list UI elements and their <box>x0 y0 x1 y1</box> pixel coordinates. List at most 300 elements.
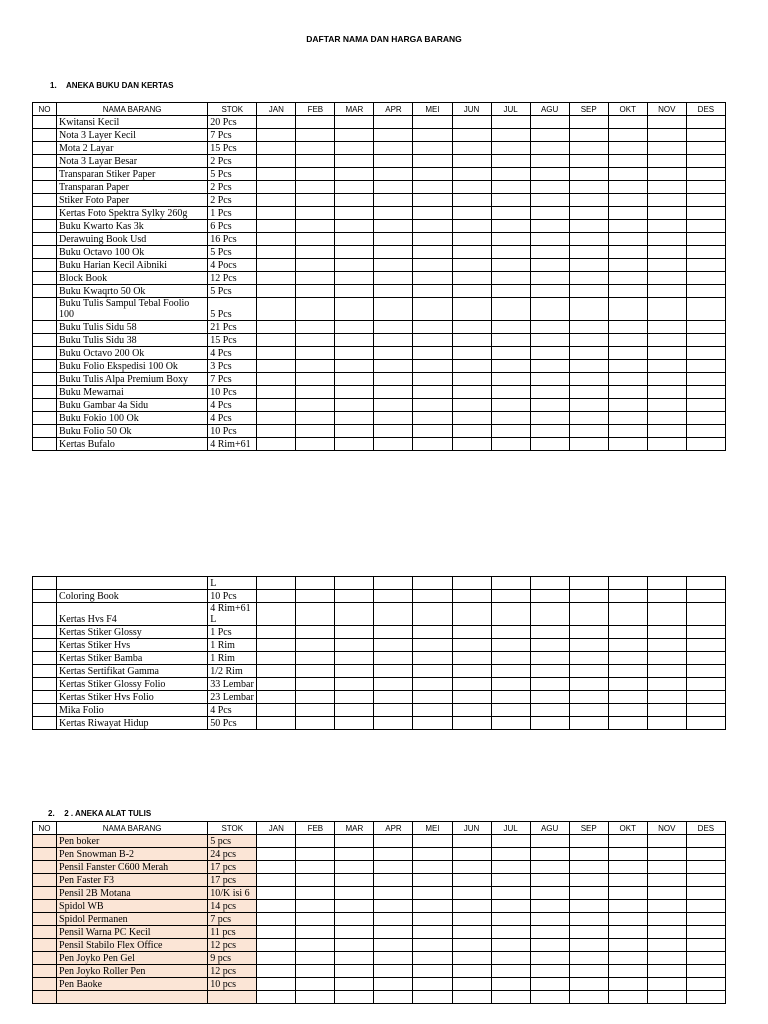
cell-stok: 4 Pocs <box>208 259 257 272</box>
cell-month <box>413 360 452 373</box>
column-header: NAMA BARANG <box>57 822 208 835</box>
cell-month <box>569 978 608 991</box>
cell-no <box>33 272 57 285</box>
cell-month <box>686 259 725 272</box>
cell-nama-barang: Spidol WB <box>57 900 208 913</box>
cell-month <box>296 386 335 399</box>
cell-month <box>296 334 335 347</box>
cell-month <box>569 991 608 1004</box>
cell-month <box>608 678 647 691</box>
table-row <box>33 220 726 233</box>
column-header: STOK <box>208 822 257 835</box>
cell-month <box>569 691 608 704</box>
cell-month <box>530 334 569 347</box>
cell-month <box>335 861 374 874</box>
cell-nama-barang: Buku Mewarnai <box>57 386 208 399</box>
cell-month <box>530 965 569 978</box>
cell-month <box>296 129 335 142</box>
cell-month <box>335 412 374 425</box>
cell-nama-barang: Buku Tulis Alpa Premium Boxy <box>57 373 208 386</box>
cell-month <box>374 887 413 900</box>
table-row <box>33 978 726 991</box>
cell-month <box>335 425 374 438</box>
column-header: AGU <box>530 822 569 835</box>
cell-month <box>608 590 647 603</box>
cell-month <box>257 874 296 887</box>
cell-month <box>452 965 491 978</box>
table-row <box>33 298 726 321</box>
cell-month <box>413 259 452 272</box>
cell-month <box>530 978 569 991</box>
section-1-number: 1. <box>50 81 57 90</box>
cell-month <box>296 991 335 1004</box>
cell-month <box>608 887 647 900</box>
cell-month <box>374 900 413 913</box>
cell-month <box>413 129 452 142</box>
cell-month <box>413 399 452 412</box>
cell-month <box>335 900 374 913</box>
cell-stok: 12 Pcs <box>208 272 257 285</box>
document-title: DAFTAR NAMA DAN HARGA BARANG <box>306 34 462 44</box>
table-row <box>33 347 726 360</box>
cell-month <box>374 717 413 730</box>
cell-month <box>569 704 608 717</box>
cell-month <box>569 220 608 233</box>
cell-no <box>33 246 57 259</box>
cell-month <box>647 399 686 412</box>
cell-month <box>413 142 452 155</box>
cell-month <box>296 577 335 590</box>
cell-stok: 4 Pcs <box>208 704 257 717</box>
cell-month <box>569 900 608 913</box>
cell-month <box>686 233 725 246</box>
cell-month <box>569 590 608 603</box>
cell-month <box>374 360 413 373</box>
table-row <box>33 233 726 246</box>
cell-month <box>686 848 725 861</box>
cell-month <box>686 652 725 665</box>
cell-month <box>374 272 413 285</box>
cell-month <box>452 691 491 704</box>
cell-month <box>257 194 296 207</box>
table-row <box>33 438 726 451</box>
cell-month <box>491 220 530 233</box>
cell-no <box>33 939 57 952</box>
cell-month <box>491 665 530 678</box>
table-buku-kertas-continued <box>32 576 726 730</box>
cell-month <box>413 665 452 678</box>
cell-month <box>452 991 491 1004</box>
cell-month <box>257 259 296 272</box>
table-row <box>33 259 726 272</box>
cell-month <box>296 142 335 155</box>
cell-month <box>452 181 491 194</box>
cell-month <box>569 259 608 272</box>
cell-month <box>374 334 413 347</box>
cell-month <box>413 321 452 334</box>
cell-month <box>491 978 530 991</box>
cell-month <box>257 835 296 848</box>
table-row <box>33 704 726 717</box>
cell-month <box>608 626 647 639</box>
cell-month <box>491 347 530 360</box>
cell-month <box>257 665 296 678</box>
cell-month <box>374 926 413 939</box>
cell-month <box>686 590 725 603</box>
cell-month <box>647 965 686 978</box>
cell-month <box>413 965 452 978</box>
cell-month <box>296 965 335 978</box>
cell-month <box>491 848 530 861</box>
cell-stok: 10 pcs <box>208 978 257 991</box>
cell-month <box>257 900 296 913</box>
table-row <box>33 874 726 887</box>
cell-month <box>335 207 374 220</box>
table-row <box>33 939 726 952</box>
cell-no <box>33 334 57 347</box>
cell-month <box>530 129 569 142</box>
cell-nama-barang: Kertas Stiker Bamba <box>57 652 208 665</box>
cell-month <box>647 717 686 730</box>
cell-month <box>569 835 608 848</box>
cell-month <box>491 321 530 334</box>
cell-month <box>686 717 725 730</box>
table-row <box>33 399 726 412</box>
column-header: STOK <box>208 103 257 116</box>
cell-month <box>374 386 413 399</box>
cell-month <box>608 978 647 991</box>
cell-month <box>296 913 335 926</box>
cell-month <box>296 717 335 730</box>
cell-month <box>374 347 413 360</box>
cell-month <box>686 991 725 1004</box>
column-header: NO <box>33 822 57 835</box>
cell-month <box>647 168 686 181</box>
cell-stok: 1/2 Rim <box>208 665 257 678</box>
cell-month <box>413 887 452 900</box>
cell-no <box>33 373 57 386</box>
cell-month <box>257 965 296 978</box>
cell-month <box>335 952 374 965</box>
cell-month <box>491 678 530 691</box>
cell-month <box>413 652 452 665</box>
table-row <box>33 665 726 678</box>
cell-month <box>257 272 296 285</box>
cell-month <box>686 939 725 952</box>
cell-month <box>569 181 608 194</box>
cell-month <box>608 207 647 220</box>
cell-month <box>257 321 296 334</box>
cell-month <box>374 321 413 334</box>
cell-stok: 10 Pcs <box>208 425 257 438</box>
cell-month <box>491 939 530 952</box>
section-1-label: ANEKA BUKU DAN KERTAS <box>65 81 174 90</box>
cell-month <box>530 412 569 425</box>
cell-month <box>491 298 530 321</box>
cell-month <box>452 246 491 259</box>
cell-month <box>647 155 686 168</box>
cell-month <box>374 259 413 272</box>
cell-month <box>686 965 725 978</box>
cell-month <box>647 181 686 194</box>
cell-month <box>374 639 413 652</box>
cell-month <box>296 861 335 874</box>
cell-month <box>530 142 569 155</box>
cell-no <box>33 978 57 991</box>
column-header: MEI <box>413 822 452 835</box>
table-row <box>33 652 726 665</box>
cell-month <box>647 652 686 665</box>
column-header: DES <box>686 103 725 116</box>
cell-month <box>491 142 530 155</box>
cell-month <box>335 116 374 129</box>
table-row <box>33 835 726 848</box>
cell-month <box>296 874 335 887</box>
cell-month <box>491 246 530 259</box>
cell-month <box>491 116 530 129</box>
cell-month <box>491 603 530 626</box>
table-row <box>33 373 726 386</box>
cell-month <box>686 321 725 334</box>
cell-month <box>491 965 530 978</box>
cell-nama-barang: Buku Tulis Sidu 58 <box>57 321 208 334</box>
cell-month <box>686 438 725 451</box>
cell-month <box>257 438 296 451</box>
cell-no <box>33 155 57 168</box>
cell-month <box>452 704 491 717</box>
cell-no <box>33 704 57 717</box>
cell-month <box>530 626 569 639</box>
cell-month <box>608 900 647 913</box>
cell-no <box>33 603 57 626</box>
cell-month <box>686 207 725 220</box>
cell-month <box>257 704 296 717</box>
cell-month <box>452 626 491 639</box>
cell-month <box>296 233 335 246</box>
cell-no <box>33 577 57 590</box>
cell-month <box>296 116 335 129</box>
cell-month <box>530 835 569 848</box>
cell-month <box>413 991 452 1004</box>
cell-month <box>374 691 413 704</box>
cell-month <box>257 298 296 321</box>
cell-month <box>452 259 491 272</box>
cell-month <box>608 991 647 1004</box>
cell-nama-barang: Pensil 2B Motana <box>57 887 208 900</box>
table-row <box>33 913 726 926</box>
cell-month <box>608 360 647 373</box>
cell-month <box>452 926 491 939</box>
cell-month <box>569 129 608 142</box>
cell-month <box>413 116 452 129</box>
cell-month <box>686 425 725 438</box>
column-header: SEP <box>569 103 608 116</box>
cell-month <box>647 272 686 285</box>
cell-no <box>33 194 57 207</box>
cell-month <box>413 835 452 848</box>
cell-month <box>569 717 608 730</box>
cell-month <box>296 298 335 321</box>
cell-nama-barang: Pen Faster F3 <box>57 874 208 887</box>
cell-no <box>33 900 57 913</box>
cell-month <box>374 678 413 691</box>
cell-no <box>33 965 57 978</box>
cell-month <box>686 155 725 168</box>
cell-month <box>530 952 569 965</box>
cell-no <box>33 861 57 874</box>
cell-no <box>33 913 57 926</box>
cell-month <box>686 952 725 965</box>
cell-month <box>608 665 647 678</box>
cell-month <box>257 717 296 730</box>
cell-month <box>647 603 686 626</box>
cell-nama-barang: Pensil Stabilo Flex Office <box>57 939 208 952</box>
cell-stok: 10 Pcs <box>208 386 257 399</box>
cell-stok: 5 pcs <box>208 835 257 848</box>
cell-month <box>569 168 608 181</box>
cell-month <box>335 438 374 451</box>
cell-month <box>413 168 452 181</box>
cell-month <box>452 129 491 142</box>
cell-month <box>452 233 491 246</box>
table-row <box>33 425 726 438</box>
cell-no <box>33 233 57 246</box>
cell-month <box>335 691 374 704</box>
table-row <box>33 952 726 965</box>
cell-month <box>608 129 647 142</box>
cell-nama-barang: Buku Folio Ekspedisi 100 Ok <box>57 360 208 373</box>
cell-month <box>374 848 413 861</box>
cell-month <box>452 347 491 360</box>
cell-month <box>491 913 530 926</box>
cell-month <box>452 220 491 233</box>
cell-month <box>335 298 374 321</box>
cell-month <box>608 835 647 848</box>
cell-stok: 4 Pcs <box>208 347 257 360</box>
cell-stok: 24 pcs <box>208 848 257 861</box>
cell-month <box>296 155 335 168</box>
cell-month <box>647 259 686 272</box>
cell-month <box>530 900 569 913</box>
table-row <box>33 116 726 129</box>
cell-month <box>452 639 491 652</box>
cell-month <box>530 438 569 451</box>
cell-nama-barang: Block Book <box>57 272 208 285</box>
cell-month <box>647 691 686 704</box>
cell-nama-barang: Pen Baoke <box>57 978 208 991</box>
cell-month <box>569 285 608 298</box>
cell-month <box>335 334 374 347</box>
cell-month <box>686 194 725 207</box>
table-row <box>33 691 726 704</box>
cell-month <box>296 887 335 900</box>
cell-month <box>413 939 452 952</box>
cell-stok: 23 Lembar <box>208 691 257 704</box>
cell-month <box>647 425 686 438</box>
cell-month <box>257 652 296 665</box>
cell-month <box>530 285 569 298</box>
cell-stok: 4 Rim+61 <box>208 438 257 451</box>
cell-month <box>452 334 491 347</box>
cell-month <box>530 678 569 691</box>
cell-month <box>608 717 647 730</box>
cell-month <box>257 577 296 590</box>
cell-month <box>491 285 530 298</box>
cell-month <box>530 861 569 874</box>
cell-stok: 10 Pcs <box>208 590 257 603</box>
cell-month <box>608 155 647 168</box>
cell-month <box>413 978 452 991</box>
cell-month <box>413 220 452 233</box>
cell-no <box>33 835 57 848</box>
cell-month <box>491 577 530 590</box>
cell-month <box>413 952 452 965</box>
cell-nama-barang <box>57 991 208 1004</box>
cell-nama-barang: Mika Folio <box>57 704 208 717</box>
table-row <box>33 360 726 373</box>
cell-stok: 15 Pcs <box>208 142 257 155</box>
cell-month <box>647 874 686 887</box>
cell-month <box>413 678 452 691</box>
cell-month <box>374 298 413 321</box>
cell-month <box>374 590 413 603</box>
cell-month <box>413 347 452 360</box>
cell-nama-barang: Derawuing Book Usd <box>57 233 208 246</box>
cell-no <box>33 652 57 665</box>
table-row <box>33 142 726 155</box>
cell-month <box>569 298 608 321</box>
cell-stok: 2 Pcs <box>208 194 257 207</box>
cell-month <box>569 678 608 691</box>
cell-month <box>491 438 530 451</box>
cell-month <box>569 425 608 438</box>
cell-month <box>413 590 452 603</box>
cell-month <box>491 425 530 438</box>
table-row <box>33 321 726 334</box>
cell-month <box>335 129 374 142</box>
cell-month <box>569 321 608 334</box>
cell-month <box>257 639 296 652</box>
cell-month <box>296 321 335 334</box>
cell-month <box>257 861 296 874</box>
cell-month <box>491 373 530 386</box>
cell-month <box>569 652 608 665</box>
cell-month <box>647 207 686 220</box>
cell-no <box>33 298 57 321</box>
cell-month <box>647 220 686 233</box>
cell-nama-barang: Mota 2 Layar <box>57 142 208 155</box>
cell-month <box>335 835 374 848</box>
cell-month <box>686 861 725 874</box>
cell-nama-barang <box>57 577 208 590</box>
cell-month <box>257 939 296 952</box>
cell-month <box>257 603 296 626</box>
cell-no <box>33 129 57 142</box>
cell-month <box>296 220 335 233</box>
cell-month <box>374 194 413 207</box>
cell-month <box>608 952 647 965</box>
cell-month <box>569 155 608 168</box>
cell-month <box>413 717 452 730</box>
cell-month <box>413 233 452 246</box>
cell-month <box>608 246 647 259</box>
cell-month <box>647 626 686 639</box>
cell-month <box>686 373 725 386</box>
table-row <box>33 590 726 603</box>
cell-month <box>413 900 452 913</box>
cell-month <box>647 913 686 926</box>
cell-month <box>413 704 452 717</box>
